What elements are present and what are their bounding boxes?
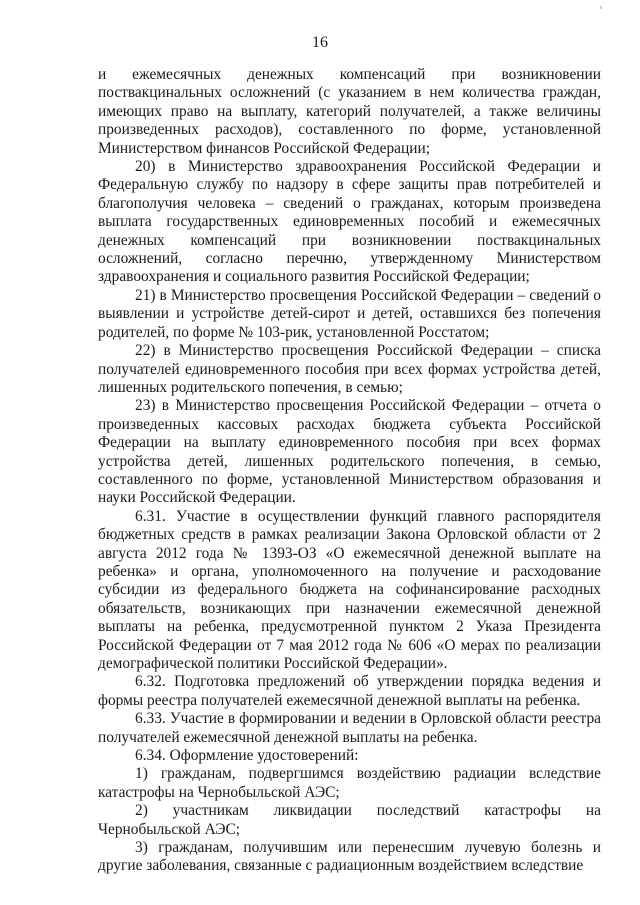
document-body (98, 66, 601, 876)
paragraph-item-20: 20) в Министерство здравоохранения Российской Федерации и Федеральную службу по надзору в сфере защиты прав потребителей и благополучия человека – сведений о гражданах, которым произведена выплата государственных единовременных пособий и ежемесячных денежных компенсаций при возникновении поствакцинальных осложнений, согласно перечню, утвержденному Министерством здравоохранения и социального развития Российской Федерации; (98, 158, 601, 286)
paragraph-item-21: 21) в Министерство просвещения Российской Федерации – сведений о выявлении и устройстве детей-сирот и детей, оставшихся без попечения родителей, по форме № 103-рик, установленной Росстатом; (98, 286, 601, 341)
paragraph-6-31: 6.31. Участие в осуществлении функций главного распорядителя бюджетных средств в рамках реализации Закона Орловской области от 2 августа 2012 года № 1393-ОЗ «О ежемесячной денежной выплате на ребенка» и органа, уполномоченного на получение и расходование субсидии из федерального бюджета на софинансирование расходных обязательств, возникающих при назначении ежемесячной денежной выплаты на ребенка, предусмотренной пунктом 2 Указа Президента Российской Федерации от 7 мая 2012 года № 606 «О мерах по реализации демографической политики Российской Федерации». (98, 507, 601, 672)
paragraph-item-22: 22) в Министерство просвещения Российской Федерации – списка получателей единовременного пособия при всех формах устройства детей, лишенных родительского попечения, в семью; (98, 342, 601, 396)
paragraph-6-34-item-1: 1) гражданам, подвергшимся воздействию радиации вследствие катастрофы на Чернобыльской АЭС; (98, 765, 601, 801)
page-number: 16 (312, 34, 328, 51)
paragraph-item-23: 23) в Министерство просвещения Российской Федерации – отчета о произведенных кассовых расходах бюджета субъекта Российской Федерации на выплату единовременного пособия при всех формах устройства детей, лишенных родительского попечения, в семью, составленного по форме, установленной Министерством образования и науки Российской Федерации. (98, 397, 601, 507)
paragraph-6-32: 6.32. Подготовка предложений об утверждении порядка ведения и формы реестра получателей ежемесячной денежной выплаты на ребенка. (98, 673, 601, 709)
paragraph-6-34: 6.34. Оформление удостоверений: (135, 747, 359, 765)
paragraph-6-33: 6.33. Участие в формировании и ведении в Орловской области реестра получателей ежемесячной денежной выплаты на ребенка. (98, 710, 601, 746)
paragraph-6-34-item-2: 2) участникам ликвидации последствий катастрофы на Чернобыльской АЭС; (98, 802, 601, 838)
paragraph-continuation: и ежемесячных денежных компенсаций при возникновении поствакцинальных осложнений (с указанием в нем количества граждан, имеющих право на выплату, категорий получателей, а также величины произведенных расходов), составленного по форме, установленной Министерством финансов Российской Федерации; (98, 66, 601, 157)
paragraph-6-34-item-3: 3) гражданам, получившим или перенесшим лучевую болезнь и другие заболевания, связанные с радиационным воздействием вследствие (98, 839, 601, 875)
scan-speck (600, 6, 602, 9)
